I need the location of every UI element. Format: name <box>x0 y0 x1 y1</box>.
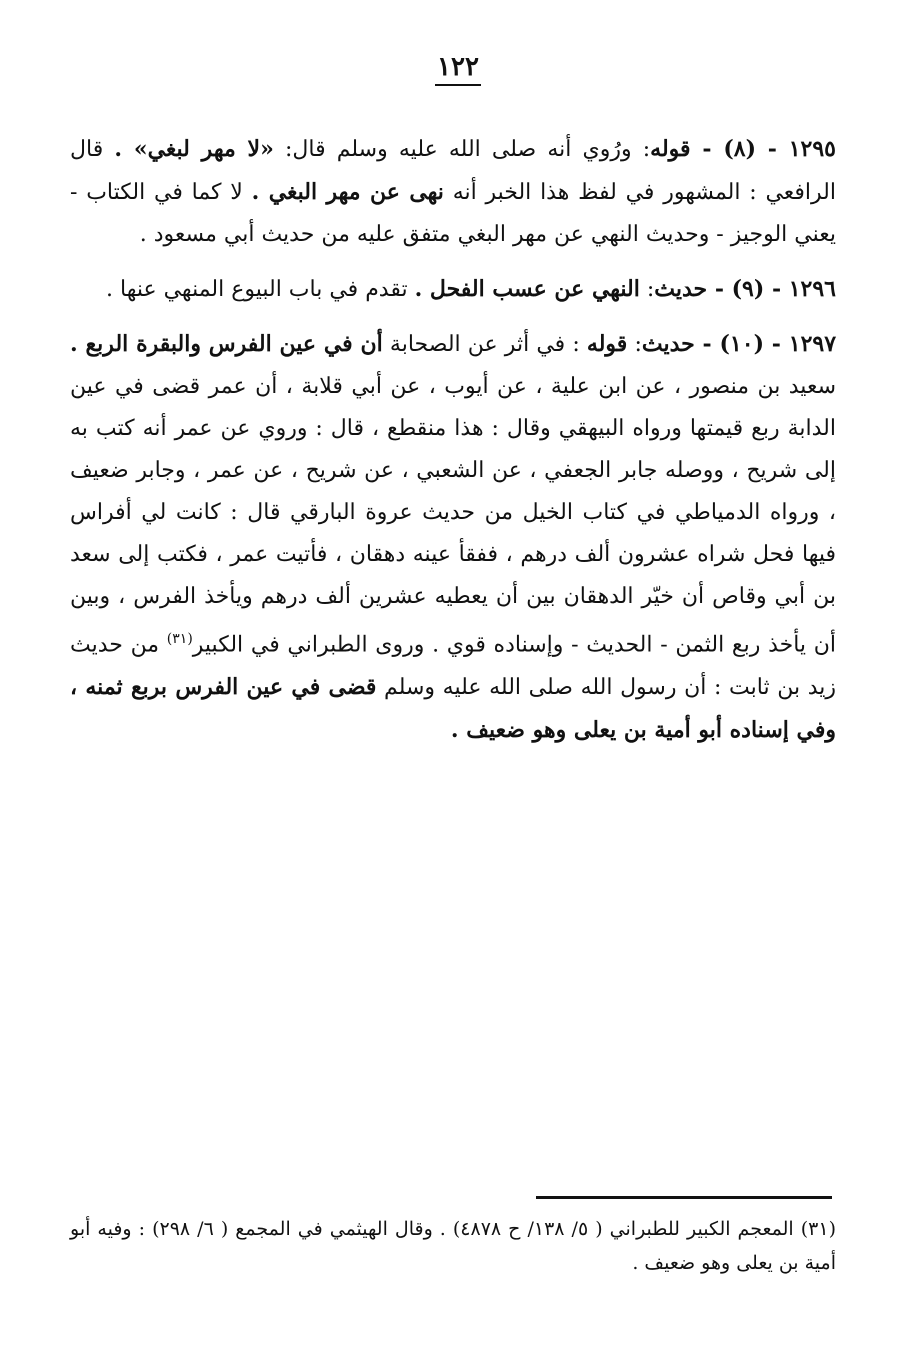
entry-lead: قوله <box>650 136 691 162</box>
entry-text: : ورُوي أنه صلى الله عليه وسلم قال: <box>273 137 651 162</box>
entry-text: سعيد بن منصور ، عن ابن علية ، عن أيوب ، عن أبي قلابة ، أن عمر قضى في عين الدابة ربع قيمتها ورواه البيهقي وقال : هذا منقطع ، قال : وروي عن عمر أنه كتب به إلى شريح ، ووصله جابر الجعفي ، عن الشعبي ، عن شريح ، عن عمر ، وجابر ضعيف ، ورواه الدمياطي في كتاب الخيل من حديث عروة البارقي قال : كانت لي أفراس فيها فحل شراه عشرون ألف درهم ، ففقأ عينه دهقان ، فأتيت عمر ، فكتب إلى سعد بن أبي وقاص أن خيّر الدهقان بين أن يعطيه عشرين ألف درهم ويأخذ الفرس ، وبين أن يأخذ ربع الثمن - الحديث - وإسناده قوي . وروى الطبراني في الكبير <box>70 374 837 658</box>
entry-number: ١٢٩٧ <box>788 331 837 357</box>
entry-bold-text: «لا مهر لبغي» . <box>114 136 274 162</box>
entry-lead: حديث <box>654 276 708 302</box>
entry-text: من حديث زيد بن ثابت : أن رسول الله صلى الله عليه وسلم <box>70 632 836 701</box>
entry-sub-number: (٨) <box>723 136 756 162</box>
footnote-reference[interactable]: (٣١) <box>166 631 193 647</box>
entry-bold-text: النهي عن عسب الفحل . <box>414 276 640 302</box>
entry-text: لا كما في الكتاب - يعني الوجيز - وحديث النهي عن مهر البغي متفق عليه من حديث أبي مسعود . <box>70 180 836 247</box>
entry-bold-text: نهى عن مهر البغي . <box>251 179 444 205</box>
entry-number: ١٢٩٥ <box>788 136 836 162</box>
entry-text: : <box>639 277 655 302</box>
entry-text: تقدم في باب البيوع المنهي عنها . <box>106 277 415 302</box>
entry-lead: حديث <box>641 331 695 357</box>
entry-sub-number: (١٠) <box>719 331 764 357</box>
footnote <box>70 1212 836 1280</box>
entry-number: ١٢٩٦ <box>788 276 836 302</box>
page-number-underline <box>435 84 481 86</box>
entry-1295: ١٢٩٥ - (٨) - قوله: ورُوي أنه صلى الله عليه وسلم قال: «لا مهر لبغي» . قال الرافعي : المشهور في لفظ هذا الخبر أنه نهى عن مهر البغي . لا كما في الكتاب - يعني الوجيز - وحديث النهي عن مهر البغي متفق عليه من حديث أبي مسعود . <box>70 136 836 247</box>
entry-bold-text: قضى في عين الفرس بربع ثمنه ، وفي إسناده أبو أمية بن يعلى وهو ضعيف . <box>70 674 836 744</box>
entry-text: : في أثر عن الصحابة <box>382 332 587 357</box>
footnote-text: (٣١) المعجم الكبير للطبراني ( ٥/ ١٣٨/ ح ٤٨٧٨) . وقال الهيثمي في المجمع ( ٦/ ٢٩٨) : وفيه أبو أمية بن يعلى وهو ضعيف . <box>70 1218 836 1274</box>
main-text <box>70 128 836 764</box>
entry-1297: ١٢٩٧ - (١٠) - حديث: قوله : في أثر عن الصحابة أن في عين الفرس والبقرة الربع . سعيد بن منصور ، عن ابن علية ، عن أيوب ، عن أبي قلابة ، أن عمر قضى في عين الدابة ربع قيمتها ورواه البيهقي وقال : هذا منقطع ، قال : وروي عن عمر أنه كتب به إلى شريح ، ووصله جابر الجعفي ، عن الشعبي ، عن شريح ، عن عمر ، وجابر ضعيف ، ورواه الدمياطي في كتاب الخيل من حديث عروة البارقي قال : كانت لي أفراس فيها فحل شراه عشرون ألف درهم ، ففقأ عينه دهقان ، فأتيت عمر ، فكتب إلى سعد بن أبي وقاص أن خيّر الدهقان بين أن يعطيه عشرين ألف درهم ويأخذ الفرس ، وبين أن يأخذ ربع الثمن - الحديث - وإسناده قوي . وروى الطبراني في الكبير$^{(٣١)}$ من حديث زيد بن ثابت : أن رسول الله صلى الله عليه وسلم قضى في عين الفرس بربع ثمنه ، وفي إسناده أبو أمية بن يعلى وهو ضعيف . <box>70 331 837 744</box>
entry-bold-text: أن في عين الفرس والبقرة الربع . <box>70 331 383 357</box>
entry-text: : <box>627 332 642 357</box>
footnote-divider <box>536 1196 832 1199</box>
entry-text: قال الرافعي : المشهور في لفظ هذا الخبر أنه <box>70 137 836 205</box>
entry-1296: ١٢٩٦ - (٩) - حديث: النهي عن عسب الفحل . تقدم في باب البيوع المنهي عنها . <box>106 276 836 302</box>
page-number-text: ١٢٢ <box>437 52 479 82</box>
page-number <box>0 52 916 86</box>
entry-sub-number: (٩) <box>731 276 765 302</box>
entry-bold-text: قوله <box>586 331 628 357</box>
